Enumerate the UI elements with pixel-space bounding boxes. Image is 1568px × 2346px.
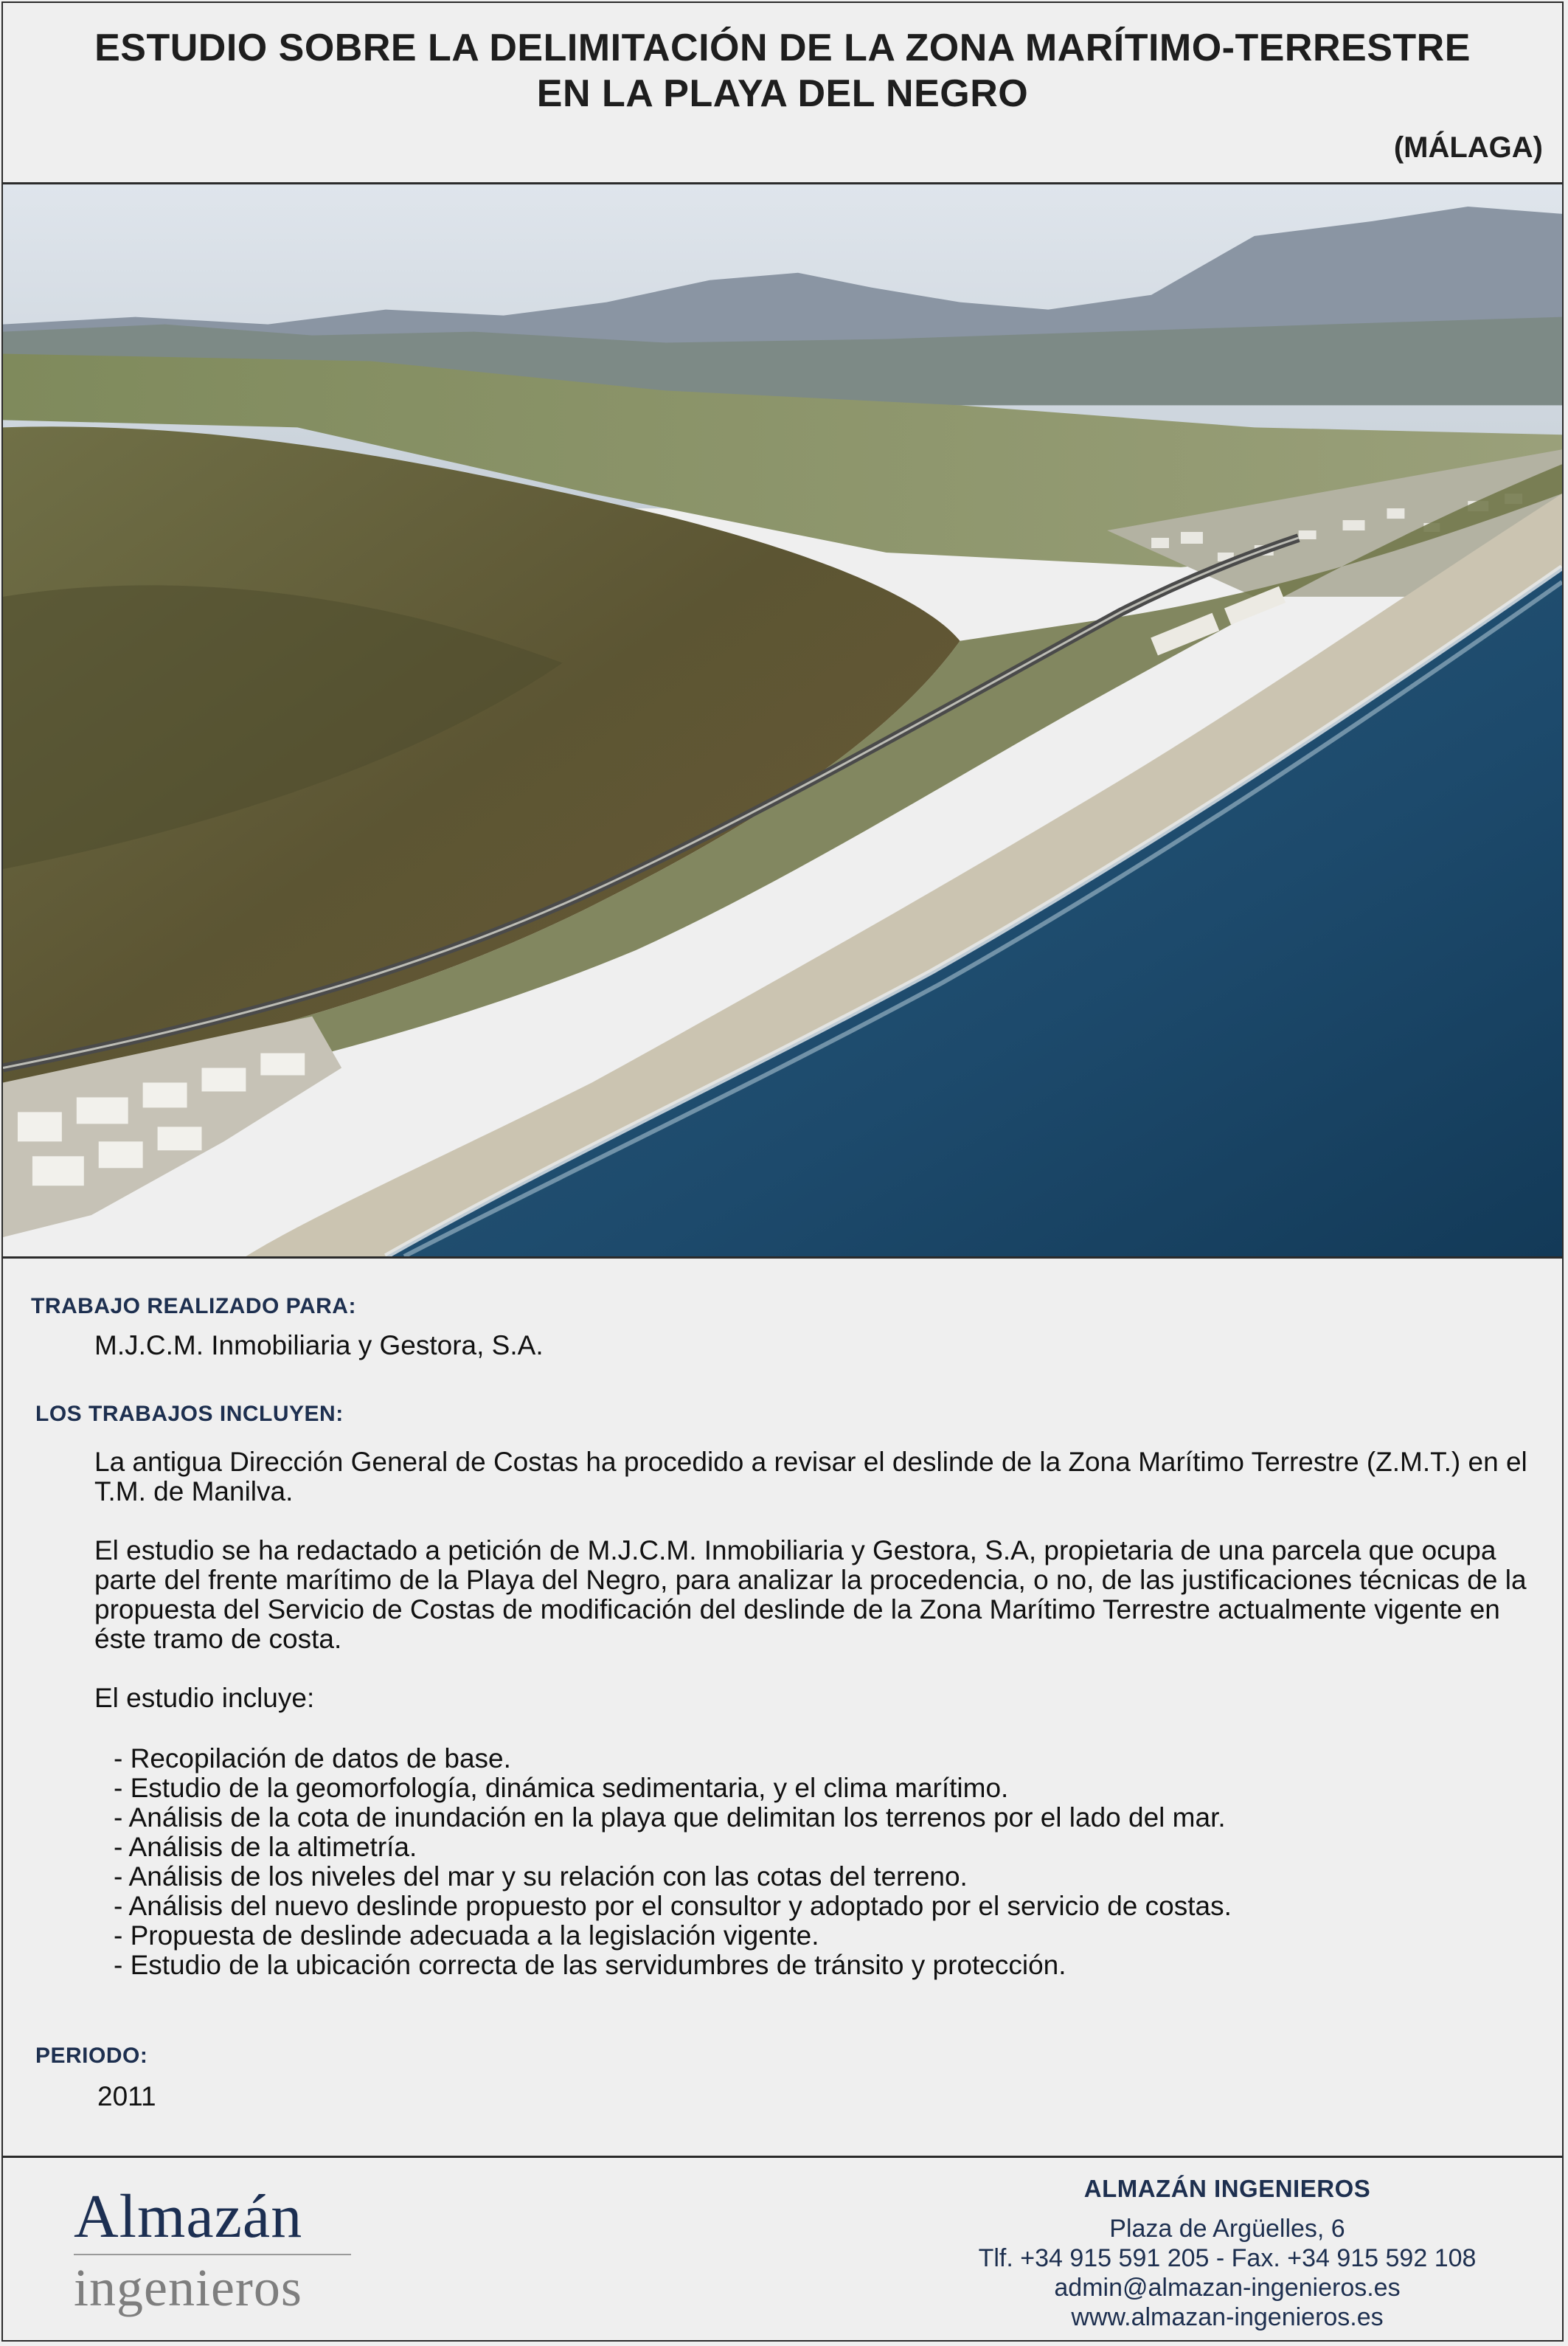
footer bbox=[3, 2156, 1562, 2340]
list-item: - Estudio de la geomorfología, dinámica sedimentaria, y el clima marítimo. bbox=[114, 1773, 1009, 1803]
list-item: - Análisis de la altimetría. bbox=[114, 1832, 417, 1862]
phone-fax: Tlf. +34 915 591 205 - Fax. +34 915 592 108 bbox=[978, 2244, 1477, 2272]
list-item: - Propuesta de deslinde adecuada a la legislación vigente. bbox=[114, 1920, 819, 1951]
project-sheet bbox=[1, 1, 1564, 2342]
works-paragraph-2: El estudio se ha redactado a petición de M.J.C.M. Inmobiliaria y Gestora, S.A, propietaria de una parcela que ocupa parte del frente marítimo de la Playa del Negro, para analizar la procedencia, o no, de las justificaciones técnicas de la propuesta del Servicio de Costas de modificación del deslinde de la Zona Marítimo Terrestre actualmente vigente en éste tramo de costa. bbox=[94, 1535, 1527, 1654]
logo-wordmark-bottom: ingenieros bbox=[74, 2258, 302, 2317]
period-value: 2011 bbox=[97, 2081, 156, 2111]
header bbox=[3, 3, 1562, 184]
works-list bbox=[94, 1744, 1540, 1980]
works-heading: LOS TRABAJOS INCLUYEN: bbox=[35, 1402, 344, 1426]
list-item: - Análisis de los niveles del mar y su relación con las cotas del terreno. bbox=[114, 1861, 968, 1892]
email-link[interactable]: admin@almazan-ingenieros.es bbox=[1054, 2274, 1401, 2302]
page-title bbox=[3, 25, 1562, 117]
client-heading: TRABAJO REALIZADO PARA: bbox=[31, 1294, 356, 1318]
list-item: - Recopilación de datos de base. bbox=[114, 1743, 511, 1774]
client-name: M.J.C.M. Inmobiliaria y Gestora, S.A. bbox=[94, 1330, 544, 1360]
works-paragraph-1: La antigua Dirección General de Costas ha procedido a revisar el deslinde de la Zona Marítimo Terrestre (Z.M.T.) en el T.M. de Manilva. bbox=[94, 1447, 1527, 1506]
list-item: - Análisis de la cota de inundación en la playa que delimitan los terrenos por el lado del mar. bbox=[114, 1802, 1226, 1833]
address: Plaza de Argüelles, 6 bbox=[1109, 2215, 1345, 2243]
contact-block bbox=[917, 2174, 1537, 2332]
website-link[interactable]: www.almazan-ingenieros.es bbox=[1071, 2303, 1384, 2331]
logo-wordmark-top: Almazán bbox=[74, 2182, 303, 2251]
logo-divider bbox=[74, 2254, 351, 2255]
company-logo bbox=[74, 2184, 354, 2316]
aerial-coastline-photo bbox=[3, 184, 1562, 1259]
title-line-2: EN LA PLAYA DEL NEGRO bbox=[536, 72, 1029, 115]
list-item: - Análisis del nuevo deslinde propuesto por el consultor y adoptado por el servicio de costas. bbox=[114, 1891, 1232, 1921]
company-name: ALMAZÁN INGENIEROS bbox=[1083, 2175, 1371, 2202]
photo-illustration bbox=[3, 184, 1562, 1256]
works-body bbox=[94, 1447, 1540, 1980]
list-item: - Estudio de la ubicación correcta de las servidumbres de tránsito y protección. bbox=[114, 1950, 1066, 1980]
region-label: (MÁLAGA) bbox=[1393, 131, 1543, 164]
period-heading: PERIODO: bbox=[35, 2044, 148, 2068]
works-intro: El estudio incluye: bbox=[94, 1683, 315, 1713]
title-line-1: ESTUDIO SOBRE LA DELIMITACIÓN DE LA ZONA MARÍTIMO-TERRESTRE bbox=[94, 27, 1471, 69]
